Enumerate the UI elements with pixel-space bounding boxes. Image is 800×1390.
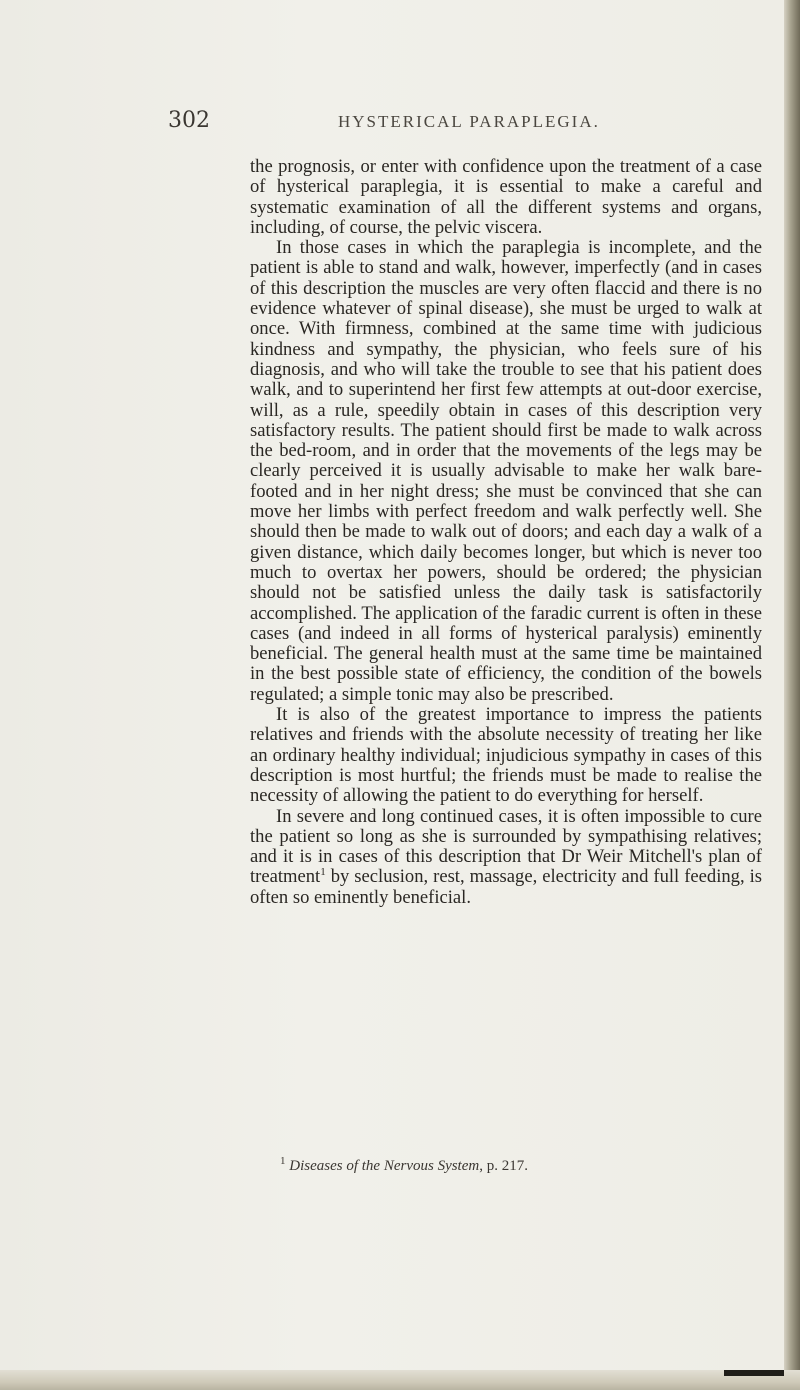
footnote-source: Diseases of the Nervous System <box>289 1158 480 1174</box>
paragraph-relatives: It is also of the greatest importance to impress the patients relatives and friends with the absolute necessity of treating her like an ordinary healthy individual; injudicious sympathy in cases of this description is most hurtful; the friends must be made to realise the necessity of allowing the patient to do everything for herself. <box>250 704 762 807</box>
page-edge-bottom <box>0 1370 800 1390</box>
paragraph-weir-mitchell <box>250 807 762 908</box>
page-number: 302 <box>168 108 210 133</box>
footnote-reference: 1 <box>320 866 326 879</box>
running-head: HYSTERICAL PARAPLEGIA. <box>338 112 600 131</box>
footnote <box>280 1155 760 1175</box>
paragraph-text-before-note: In severe and long continued cases, it is often impossible to cure the patient so long as she is surrounded by sympathising relatives; and it is in cases of this description that Dr Weir Mitchell's plan of treatment <box>250 805 762 888</box>
paragraph-continuation: the prognosis, or enter with confidence upon the treatment of a case of hysterical paraplegia, it is essential to make a careful and systematic examination of all the different systems and organs, including, of course, the pelvic viscera. <box>250 156 762 238</box>
paragraph-text-after-note: by seclusion, rest, massage, electricity and full feeding, is often so eminently beneficial. <box>250 866 762 908</box>
page-edge-right <box>784 0 800 1390</box>
footnote-locator: , p. 217. <box>479 1158 528 1174</box>
page-header <box>168 108 768 138</box>
body-text <box>250 157 762 908</box>
footnote-mark: 1 <box>280 1155 286 1167</box>
page-edge-corner <box>724 1370 784 1376</box>
paragraph-walking-treatment: In those cases in which the paraplegia is incomplete, and the patient is able to stand and walk, however, imperfectly (and in cases of this description the muscles are very often flaccid and there is no evidence whatever of spinal disease), she must be urged to walk at once. With firmness, combined at the same time with judicious kindness and sympathy, the physician, who feels sure of his diagnosis, and who will take the trouble to see that his patient does walk, and to superintend her first few attempts at out-door exercise, will, as a rule, speedily obtain in cases of this description very satisfactory results. The patient should first be made to walk across the bed-room, and in order that the movements of the legs may be clearly perceived it is usually advisable to make her walk bare-footed and in her night dress; she must be convinced that she can move her limbs with perfect freedom and walk perfectly well. She should then be made to walk out of doors; and each day a walk of a given distance, which daily becomes longer, but which is never too much to overtax her powers, should be ordered; the physician should not be satisfied unless the daily task is satisfactorily accomplished. The application of the faradic current is often in these cases (and indeed in all forms of hysterical paralysis) eminently beneficial. The general health must at the same time be maintained in the best possible state of efficiency, the condition of the bowels regulated; a simple tonic may also be prescribed. <box>250 237 762 705</box>
